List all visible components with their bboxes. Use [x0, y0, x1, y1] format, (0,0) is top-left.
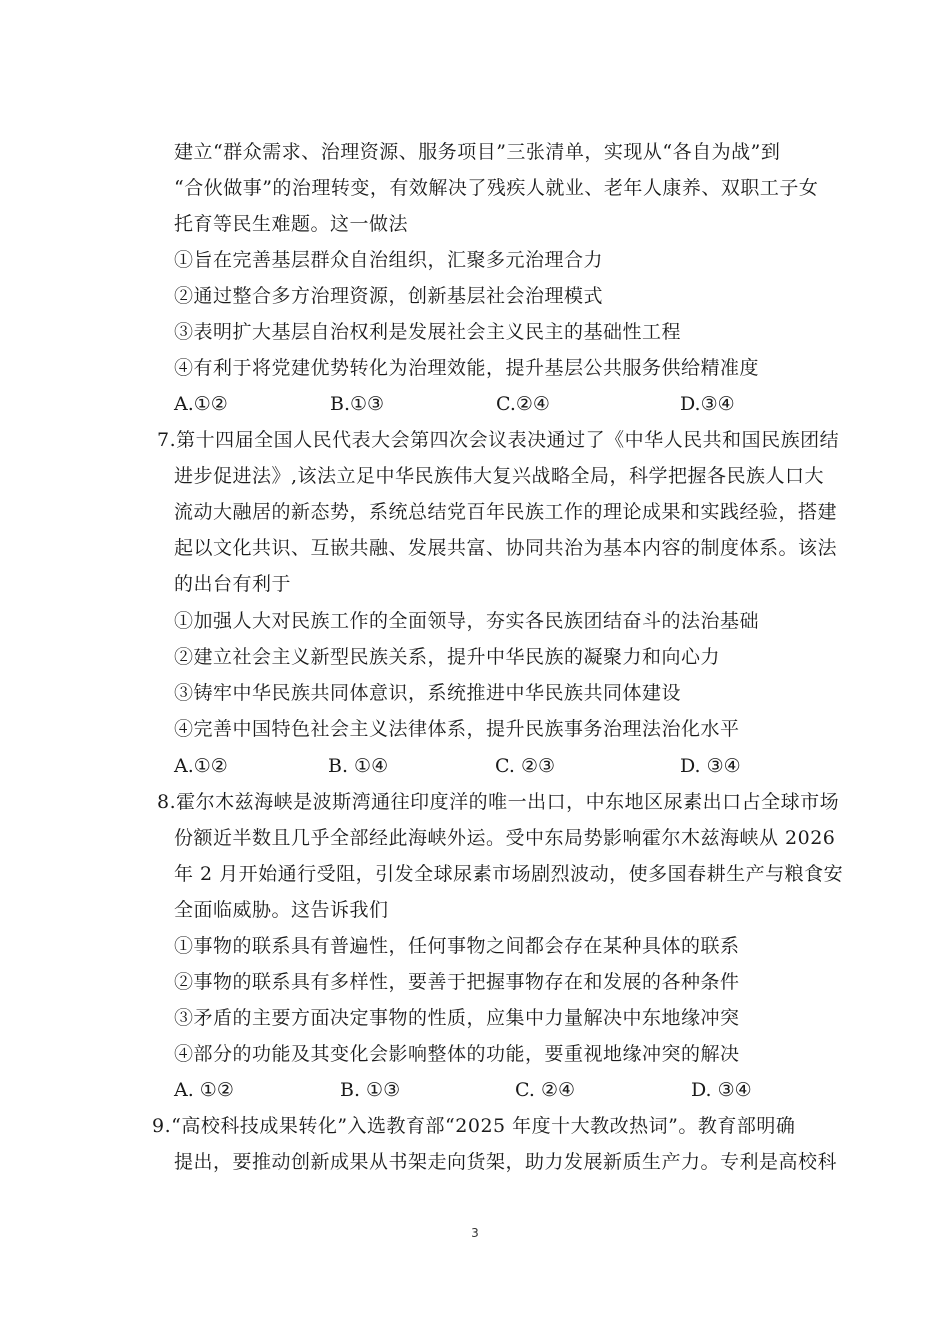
- q8-option-c: C. ②④: [515, 1079, 576, 1101]
- q6-statement-2: ②通过整合多方治理资源，创新基层社会治理模式: [174, 285, 604, 307]
- q8-stem-line: 全面临威胁。这告诉我们: [174, 899, 389, 921]
- q8-option-a: A. ①②: [174, 1079, 234, 1101]
- q7-option-d: D. ③④: [680, 755, 741, 777]
- q7-statement-2: ②建立社会主义新型民族关系，提升中华民族的凝聚力和向心力: [174, 646, 721, 668]
- q6-statement-1: ①旨在完善基层群众自治组织，汇聚多元治理合力: [174, 249, 604, 271]
- q6-statement-4: ④有利于将党建优势转化为治理效能，提升基层公共服务供给精准度: [174, 357, 760, 379]
- q8-options: [174, 1072, 814, 1108]
- q7-statement-4: ④完善中国特色社会主义法律体系，提升民族事务治理法治化水平: [174, 718, 740, 740]
- q7-options: [174, 748, 814, 784]
- q8-stem-line: 8.霍尔木兹海峡是波斯湾通往印度洋的唯一出口，中东地区尿素出口占全球市场: [157, 791, 840, 813]
- q6-stem-line: 建立“群众需求、治理资源、服务项目”三张清单，实现从“各自为战”到: [174, 141, 781, 163]
- q8-statement-3: ③矛盾的主要方面决定事物的性质，应集中力量解决中东地缘冲突: [174, 1007, 740, 1029]
- q7-option-a: A.①②: [174, 755, 228, 777]
- q7-stem-line: 7.第十四届全国人民代表大会第四次会议表决通过了《中华人民共和国民族团结: [157, 429, 840, 451]
- q7-option-b: B. ①④: [328, 755, 389, 777]
- q8-statement-2: ②事物的联系具有多样性，要善于把握事物存在和发展的各种条件: [174, 971, 740, 993]
- q7-stem-line: 的出台有利于: [174, 573, 292, 595]
- q8-option-b: B. ①③: [340, 1079, 401, 1101]
- q6-options: [174, 386, 814, 422]
- q6-option-d: D.③④: [680, 393, 735, 415]
- q7-option-c: C. ②③: [495, 755, 556, 777]
- q6-stem-line: 托育等民生难题。这一做法: [174, 213, 409, 235]
- q7-statement-1: ①加强人大对民族工作的全面领导，夯实各民族团结奋斗的法治基础: [174, 610, 760, 632]
- q7-stem-line: 流动大融居的新态势，系统总结党百年民族工作的理论成果和实践经验，搭建: [174, 501, 838, 523]
- q8-stem-line: 份额近半数且几乎全部经此海峡外运。受中东局势影响霍尔木兹海峡从 2026: [174, 827, 836, 849]
- q6-stem-line: “合伙做事”的治理转变，有效解决了残疾人就业、老年人康养、双职工子女: [174, 177, 819, 199]
- page-number: 3: [471, 1226, 479, 1240]
- q6-option-b: B.①③: [330, 393, 385, 415]
- q9-stem-line: 提出，要推动创新成果从书架走向货架，助力发展新质生产力。专利是高校科: [174, 1151, 838, 1173]
- q9-stem-line: 9.“高校科技成果转化”入选教育部“2025 年度十大教改热词”。教育部明确: [152, 1115, 796, 1137]
- q6-statement-3: ③表明扩大基层自治权利是发展社会主义民主的基础性工程: [174, 321, 682, 343]
- q8-statement-1: ①事物的联系具有普遍性，任何事物之间都会存在某种具体的联系: [174, 935, 740, 957]
- q7-stem-line: 进步促进法》,该法立足中华民族伟大复兴战略全局，科学把握各民族人口大: [174, 465, 825, 487]
- q7-stem-line: 起以文化共识、互嵌共融、发展共富、协同共治为基本内容的制度体系。该法: [174, 537, 838, 559]
- q8-stem-line: 年 2 月开始通行受阻，引发全球尿素市场剧烈波动，使多国春耕生产与粮食安: [174, 863, 844, 885]
- q6-option-c: C.②④: [496, 393, 550, 415]
- q8-statement-4: ④部分的功能及其变化会影响整体的功能，要重视地缘冲突的解决: [174, 1043, 740, 1065]
- q6-option-a: A.①②: [174, 393, 228, 415]
- q7-statement-3: ③铸牢中华民族共同体意识，系统推进中华民族共同体建设: [174, 682, 682, 704]
- q8-option-d: D. ③④: [691, 1079, 752, 1101]
